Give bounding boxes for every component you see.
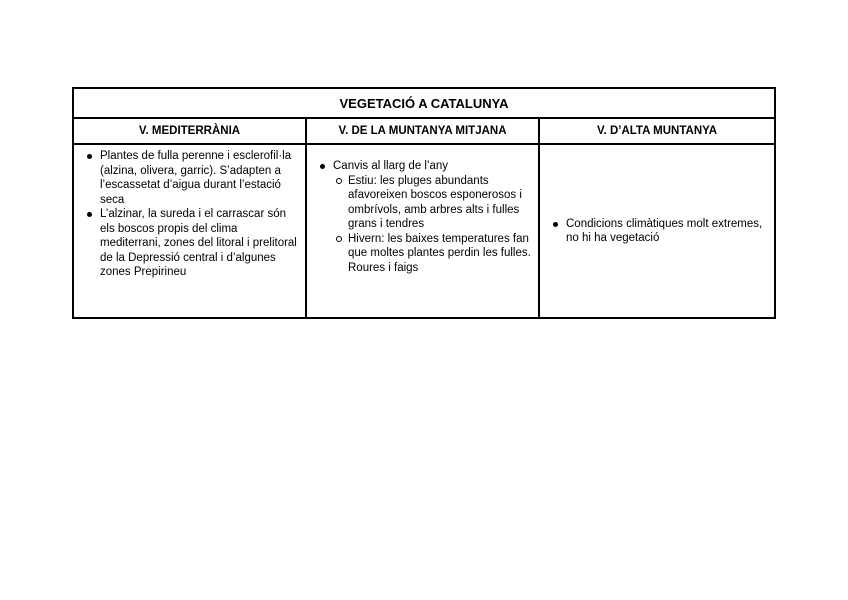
sublist xyxy=(333,174,532,276)
list-item xyxy=(333,159,532,275)
header-muntanya-mitjana: V. DE LA MUNTANYA MITJANA xyxy=(306,118,539,144)
list-item: Condicions climàtiques molt extremes, no hi ha vegetació xyxy=(566,217,768,246)
mediterrania-list xyxy=(78,149,299,280)
alta-muntanya-list xyxy=(544,217,768,246)
list-item: Plantes de fulla perenne i esclerofil·la (alzina, olivera, garric). S’adapten a l’escassetat d’aigua durant l’estació seca xyxy=(100,149,299,207)
muntanya-mitjana-list xyxy=(311,159,532,275)
list-item-label: Canvis al llarg de l’any xyxy=(333,160,449,172)
header-alta-muntanya: V. D’ALTA MUNTANYA xyxy=(539,118,775,144)
cell-muntanya-mitjana xyxy=(306,144,539,318)
list-item: L’alzinar, la sureda i el carrascar són els boscos propis del clima mediterrani, zones del litoral i prelitoral de la Depressió central i d’algunes zones Prepirineu xyxy=(100,207,299,280)
cell-mediterrania xyxy=(73,144,306,318)
vegetation-table xyxy=(72,87,776,319)
header-mediterrania: V. MEDITERRÀNIA xyxy=(73,118,306,144)
table-title: VEGETACIÓ A CATALUNYA xyxy=(73,88,775,118)
sublist-item: Estiu: les pluges abundants afavoreixen boscos esponerosos i ombrívols, amb arbres alts i fulles grans i tendres xyxy=(348,174,532,232)
sublist-item: Hivern: les baixes temperatures fan que moltes plantes perdin les fulles. Roures i faigs xyxy=(348,232,531,274)
cell-alta-muntanya xyxy=(539,144,775,318)
